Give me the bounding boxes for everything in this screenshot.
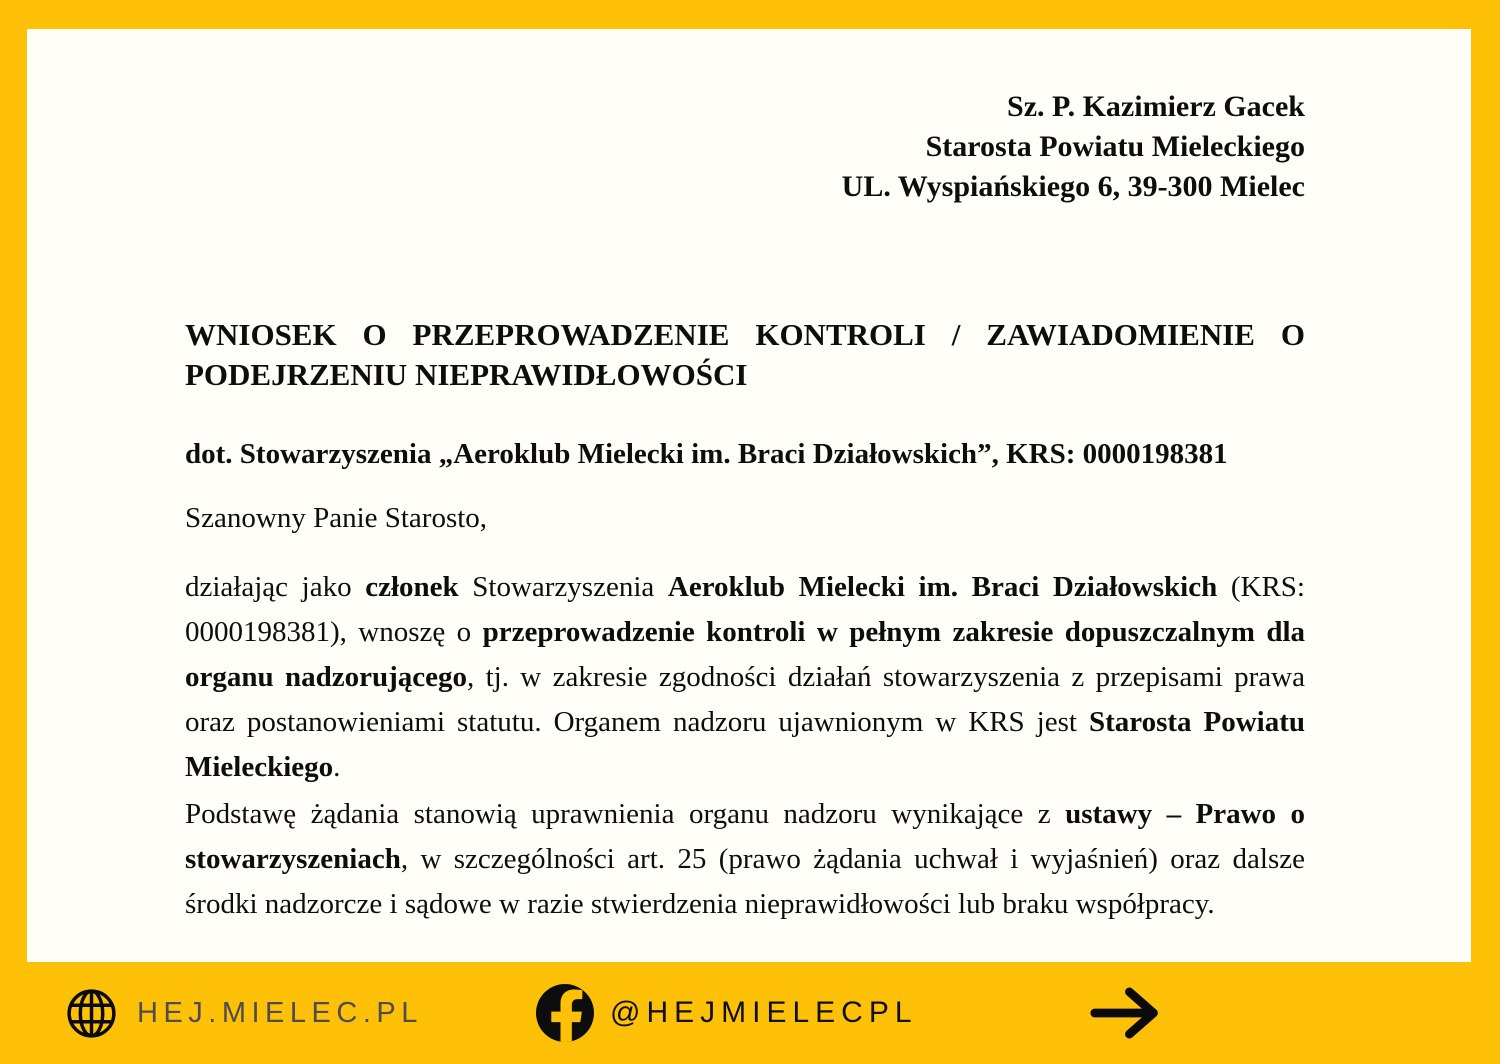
letter-sheet [27, 29, 1471, 962]
text-line [842, 87, 1305, 127]
bold-text-run: Starosta Powiatu [1088, 706, 1306, 738]
text-line [185, 837, 1305, 882]
text-line [185, 745, 1305, 790]
bold-text-run: stowarzyszeniach [185, 843, 401, 875]
text-line [185, 655, 1305, 700]
text-run: . [333, 751, 341, 783]
text-line [842, 127, 1305, 167]
text-run: Podstawę żądania stanowią uprawnienia organu nadzoru wynikające z [185, 798, 1066, 830]
text-line [185, 610, 1305, 655]
text-line [185, 882, 1305, 927]
globe-icon [65, 962, 118, 1064]
text-run: Starosta Powiatu Mieleckiego [925, 130, 1305, 163]
text-run: Sz. P. Kazimierz Gacek [1007, 90, 1305, 123]
paragraph-request [185, 565, 1305, 790]
text-line [185, 355, 1305, 395]
arrow-right-icon [1088, 962, 1165, 1064]
text-run: 0000198381), wnoszę o [185, 616, 483, 648]
bold-text-run: przeprowadzenie kontroli w pełnym zakresie dopuszczalnym dla [482, 616, 1305, 648]
text-run: oraz postanowieniami statutu. Organem nadzoru ujawnionym w KRS jest [185, 706, 1089, 738]
paragraph-legal-basis [185, 792, 1305, 927]
text-line [185, 315, 1305, 355]
recipient-block [842, 87, 1305, 207]
text-run: (KRS: [1217, 571, 1305, 603]
text-run: , tj. w zakresie zgodności działań stowarzyszenia z przepisami prawa [467, 661, 1305, 693]
bold-text-run: członek [365, 571, 459, 603]
bold-text-run: ustawy – Prawo o [1065, 798, 1306, 830]
text-line [185, 565, 1305, 610]
letter-title [185, 315, 1305, 395]
bold-text-run: Mieleckiego [185, 751, 334, 783]
salutation: Szanowny Panie Starosto, [185, 502, 488, 534]
text-run: środki nadzorcze i sądowe w razie stwierdzenia nieprawidłowości lub braku współpracy. [185, 888, 1215, 920]
text-line [185, 792, 1305, 837]
text-run: działając jako [185, 571, 366, 603]
footer-bar [0, 962, 1500, 1064]
text-run: WNIOSEK O PRZEPROWADZENIE KONTROLI / ZAWIADOMIENIE O [185, 317, 1305, 352]
text-line [842, 167, 1305, 207]
facebook-handle: @HEJMIELECPL [610, 996, 918, 1029]
text-run: UL. Wyspiańskiego 6, 39-300 Mielec [841, 170, 1305, 203]
subject-line: dot. Stowarzyszenia „Aeroklub Mielecki im. Braci Działowskich”, KRS: 0000198381 [185, 438, 1228, 470]
bold-text-run: organu nadzorującego [185, 661, 467, 693]
text-line [185, 700, 1305, 745]
text-run: PODEJRZENIU NIEPRAWIDŁOWOŚCI [185, 357, 748, 392]
facebook-icon [536, 962, 594, 1064]
website-label: HEJ.MIELEC.PL [137, 996, 423, 1029]
text-run: Stowarzyszenia [458, 571, 668, 603]
text-run: , w szczególności art. 25 (prawo żądania uchwał i wyjaśnień) oraz dalsze [400, 843, 1305, 875]
bold-text-run: Aeroklub Mielecki im. Braci Działowskich [667, 571, 1218, 603]
